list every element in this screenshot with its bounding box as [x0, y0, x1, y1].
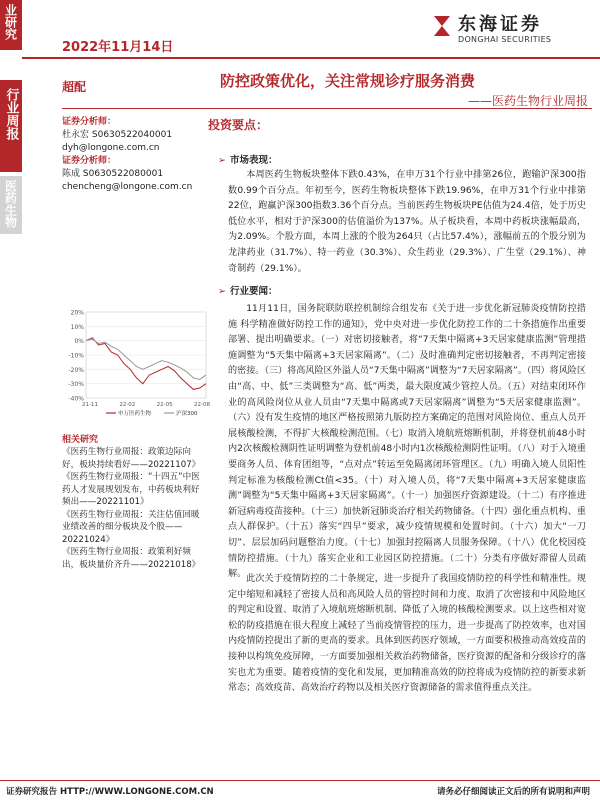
footer-rule: [0, 780, 600, 781]
chart-y-tick-label: -10%: [68, 352, 84, 360]
chart-series-line: [86, 339, 206, 379]
related-research-list: [62, 446, 202, 571]
related-research-item[interactable]: 《医药生物行业周报：政策利好频出，板块量价齐升——20221018》: [62, 547, 201, 570]
chart-x-tick-label: 22-08: [194, 402, 210, 408]
industry-heading-text: 行业要闻：: [229, 286, 278, 297]
analyst-label: 证券分析师：: [62, 156, 117, 166]
chart-y-tick-label: -30%: [68, 381, 84, 389]
title-rule: [62, 108, 592, 109]
side-strip: [0, 0, 22, 800]
related-research-item[interactable]: 《医药生物行业周报：“十四五”中医药人才发展规划发布，中药板块利好频出——20221101》: [62, 472, 200, 507]
footer-disclaimer: 请务必仔细阅读正文后的所有说明和声明: [436, 787, 590, 797]
chart-legend-label: 申万医药生物: [118, 411, 152, 416]
analyst-email[interactable]: dyh@longone.com.cn: [62, 143, 160, 153]
analyst-cert-id: S0630522080001: [82, 169, 164, 179]
analyst-email[interactable]: chencheng@longone.com.cn: [62, 182, 193, 192]
market-heading-text: 市场表现：: [229, 155, 278, 166]
chart-y-tick-label: 10%: [70, 323, 84, 331]
industry-news-paragraph: 11月11日，国务院联防联控机制综合组发布《关于进一步优化新冠肺炎疫情防控措施 科学精准做好防控工作的通知》，党中央对进一步优化防控工作的二十条措施作出重要部署、提出明确要求。（一）对密切接触者，将“7天集中隔离+3天居家健康监测”管理措施调整为“5天集中隔离+3天居家隔离”。（二）及时准确判定密切接触者，不再判定密接的密接。（三）将高风险区外溢人员“7天集中隔离”调整为“7天居家隔离”。（四）将风险区由“高、中、低”三类调整为“高、低”两类，最大限度减少管控人员。（五）对结束闭环作业的高风险岗位从业人员由“7天集中隔离或7天居家隔离”调整为“5天居家健康监测”。（六）没有发生疫情的地区严格按照第九版防控方案确定的范围对风险岗位、重点人员开展核酸检测，不得扩大核酸检测范围。（七）取消入境航班熔断机制，并将登机前48小时内2次核酸检测阴性证明调整为登机前48小时内1次核酸检测阴性证明。（八）对于入境重要商务人员、体育团组等，“点对点”转运至免隔离闭环管理区。（九）明确入境人员阳性判定标准为核酸检测Ct值<35。（十）对入境人员，将“7天集中隔离+3天居家健康监测”调整为“5天集中隔离+3天居家隔离”。（十一）加强医疗资源建设。（十二）有序推进新冠病毒疫苗接种。（十三）加快新冠肺炎治疗相关药物储备。（十四）强化重点机构、重点人群保护。（十五）落实“四早”要求，减少疫情规模和处置时间。（十六）加大“一刀切”、层层加码问题整治力度。（十七）加强封控隔离人员服务保障。（十八）优化校园疫情防控措施。（十九）落实企业和工业园区防控措施。（二十）分类有序做好滞留人员疏解。: [228, 304, 586, 580]
related-research-item[interactable]: 《医药生物行业周报：关注估值回暖业绩改善的细分板块及个股——20221024》: [62, 509, 200, 545]
investment-points-title: 投资要点：: [208, 118, 269, 132]
chart-series-line: [86, 338, 206, 390]
logo-cn-text: 东海证券: [458, 14, 542, 35]
chart-x-tick-label: 22-02: [119, 402, 136, 408]
header-rule: [22, 57, 600, 59]
summary-paragraph: 此次关于疫情防控的二十条规定，进一步提升了我国疫情防控的科学性和精准性。规定中缩短和减轻了密接人员和高风险人员的管控时间和力度、取消了次密接和中风险地区的判定和设置、取消了入境航班熔断机制、降低了入境的核酸检测要求。以上这些相对宽松的防疫措施在很大程度上减轻了当前疫情管控的压力，进一步提高了防控效率，也对国内疫情防控提出了新的更高的要求。具体到医药医疗领域，一方面要积极推动高效疫苗的接种以构筑免疫屏障，一方面要加强相关救治药物储备，医疗资源的配备和分级诊疗的落实也尤为重要。随着疫情的变化和发展，更加精准高效的防控将成为疫情防控的新要求新常态；高效疫苗、高效治疗药物以及相关医疗资源储备的需求值得重点关注。: [228, 574, 586, 694]
analyst-cert-id: S0630522040001: [91, 130, 173, 140]
performance-chart: [60, 306, 210, 416]
chart-x-tick-label: 22-05: [156, 402, 173, 408]
page-subtitle: ——医药生物行业周报: [467, 94, 588, 108]
related-research-item[interactable]: 《医药生物行业周报：政策边际向好，板块持续看好——20221107》: [62, 447, 201, 470]
logo-mark-icon: [432, 14, 452, 38]
page-title: 防控政策优化，关注常规诊疗服务消费: [220, 72, 476, 90]
analyst-name: 杜永宏: [62, 130, 90, 140]
market-paragraph: 本周医药生物板块整体下跌0.43%，在申万31个行业中排第26位，跑输沪深300指数0.99个百分点。年初至今，医药生物板块整体下跌19.96%，在申万31个行业中排第22位，跑赢沪深300指数3.36个百分点。当前医药生物板块PE估值为24.4倍，处于历史低位水平，相对于沪深300的估值溢价为137%。从子板块看，本周中药板块涨幅最高，为2.09%。个股方面，本周上涨的个股为264只（占比57.4%），涨幅前五的个股分别为龙津药业（31.7%）、特一药业（30.3%）、众生药业（29.3%）、广生堂（29.1%）、神奇制药（29.1%）。: [228, 170, 586, 274]
report-date: 2022年11月14日: [62, 40, 174, 55]
logo-en-text: DONGHAI SECURITIES: [458, 35, 552, 44]
chart-legend-label: 沪深300: [176, 411, 198, 416]
related-research-title: 相关研究: [62, 435, 99, 445]
chart-y-tick-label: -20%: [68, 366, 84, 374]
chart-x-tick-label: 21-11: [82, 402, 98, 408]
analyst-label: 证券分析师：: [62, 117, 117, 127]
company-logo: [432, 10, 600, 52]
analyst-id-line: [62, 168, 204, 181]
analyst-id-line: [62, 129, 204, 142]
side-industry: 医药生物: [0, 176, 22, 234]
analyst-info: [62, 112, 204, 194]
industry-section-heading: [218, 283, 277, 297]
chart-y-tick-label: -40%: [68, 395, 84, 403]
analyst-name: 陈成: [62, 169, 81, 179]
report-body: [208, 116, 590, 133]
side-report-type: 行业周报: [0, 80, 22, 172]
bullet-arrow-icon: ➢: [218, 155, 226, 166]
side-category-label: 业研究: [0, 0, 22, 50]
footer-website[interactable]: 证券研究报告 HTTP://WWW.LONGONE.COM.CN: [6, 787, 214, 797]
chart-y-tick-label: 0%: [74, 338, 84, 346]
market-section-heading: [218, 152, 277, 166]
industry-rating: 超配: [62, 80, 87, 94]
chart-y-tick-label: 20%: [70, 309, 84, 317]
bullet-arrow-icon: ➢: [218, 286, 226, 297]
